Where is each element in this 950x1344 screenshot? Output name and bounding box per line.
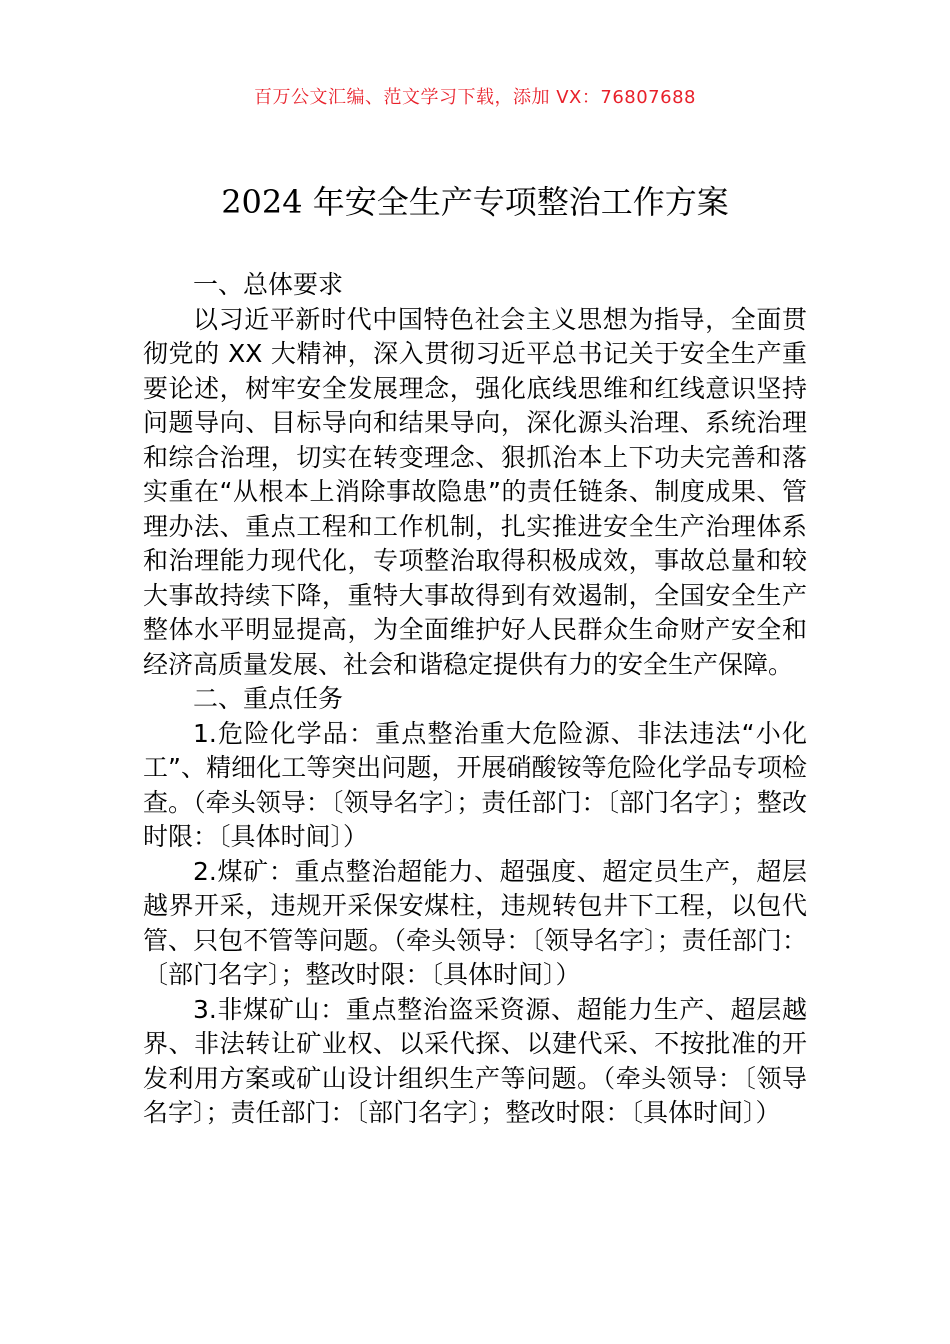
paragraph-task-hazardous-chemicals: 1.危险化学品：重点整治重大危险源、非法违法“小化工”、精细化工等突出问题，开展硝酸铵等危险化学品专项检查。（牵头领导：〔领导名字〕；责任部门：〔部门名字〕；整改时限：〔具体时间〕） <box>143 718 807 851</box>
section-heading-key-tasks: 二、重点任务 <box>193 684 344 713</box>
paragraph-task-non-coal-mines: 3.非煤矿山：重点整治盗采资源、超能力生产、超层越界、非法转让矿业权、以采代探、以建代采、不按批准的开发利用方案或矿山设计组织生产等问题。（牵头领导：〔领导名字〕；责任部门：〔部门名字〕；整改时限：〔具体时间〕） <box>143 994 807 1127</box>
paragraph-task-coal-mines: 2.煤矿：重点整治超能力、超强度、超定员生产，超层越界开采，违规开采保安煤柱，违规转包井下工程，以包代管、只包不管等问题。（牵头领导：〔领导名字〕；责任部门：〔部门名字〕；整改时限：〔具体时间〕） <box>143 856 807 989</box>
paragraph-general-requirements: 以习近平新时代中国特色社会主义思想为指导，全面贯彻党的 XX 大精神，深入贯彻习近平总书记关于安全生产重要论述，树牢安全发展理念，强化底线思维和红线意识坚持问题导向、目标导向和结果导向，深化源头治理、系统治理和综合治理，切实在转变理念、狠抓治本上下功夫完善和落实重在“从根本上消除事故隐患”的责任链条、制度成果、管理办法、重点工程和工作机制，扎实推进安全生产治理体系和治理能力现代化，专项整治取得积极成效，事故总量和较大事故持续下降，重特大事故得到有效遏制，全国安全生产整体水平明显提高，为全面维护好人民群众生命财产安全和经济高质量发展、社会和谐稳定提供有力的安全生产保障。 <box>143 304 807 679</box>
section-heading-general-requirements: 一、总体要求 <box>193 270 344 299</box>
document-title: 2024 年安全生产专项整治工作方案 <box>221 183 729 221</box>
document-body <box>143 268 807 1131</box>
watermark-banner: 百万公文汇编、范文学习下载，添加 VX：76807688 <box>254 87 696 108</box>
